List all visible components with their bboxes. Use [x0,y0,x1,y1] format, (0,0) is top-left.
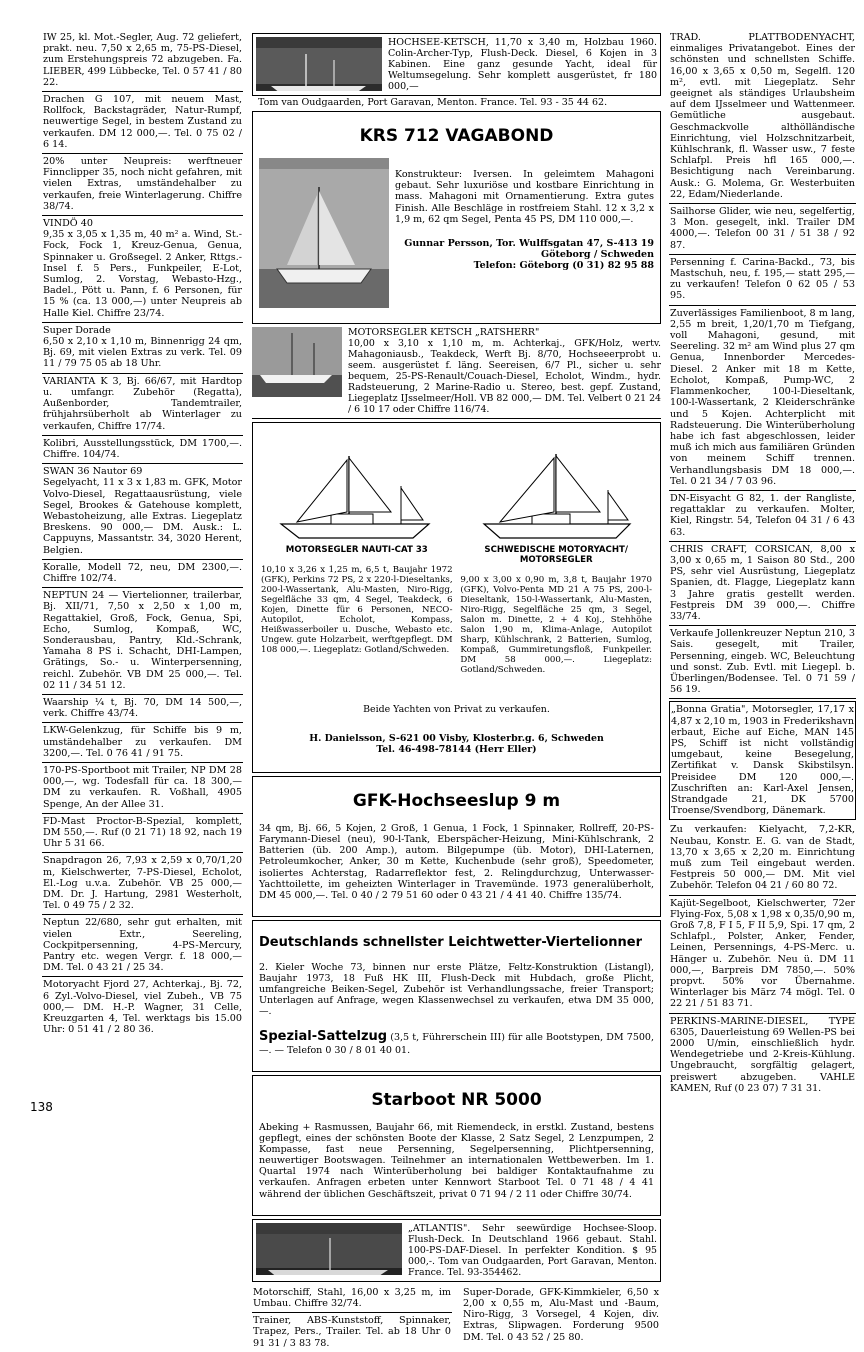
both-contact: H. Danielsson, S-621 00 Visby, Klosterbr.g. 6, Schweden Tel. 46-498-78144 (Herr Eller) [309,732,604,755]
left-column [42,30,243,1038]
page-number: 138 [30,1100,53,1114]
viertelionner-ad [252,920,661,1072]
classified-ad-koralle: Koralle, Modell 72, neu, DM 2300,—. Chiffre 102/74. [42,560,243,588]
classified-ad-kielyacht: Zu verkaufen: Kielyacht, 7,2-KR, Neubau, Konstr. E. G. van de Stadt, 13,70 x 3,65 x 2,20 m. Einrichtung muß zum Teil eingebaut werden. Festpreis 50 000,— DM. Mit viel Zubehör. Telefon 04 21 / 60 80 72. [669,822,856,895]
atlantis-photo [256,1223,402,1275]
atlantis-ad [252,1219,661,1282]
krs-text: Konstrukteur: Iversen. In geleimtem Mahagoni gebaut. Sehr luxuriöse und kostbare Einrichtung in mass. Mahagoni mit Ornamentierung. Extra gutes Finish. Alle Beschläge in rostfreiem Stahl. 12 x 3,2 x 1,9 m, 62 qm Segel, Penta 45 PS, DM 110 000,—. [395,169,654,225]
ketsch-photo [256,37,382,91]
classified-ad-sailhorse: Sailhorse Glider, wie neu, segelfertig, 3 Mon. gesegelt, inkl. Trailer DM 4000,—. Telefon 00 31 / 51 38 / 92 87. [669,204,856,255]
hochsee-ketsch-contact: Tom van Oudgaarden, Port Garavan, Menton. France. Tel. 93 - 35 44 62. [258,97,608,108]
gfk-text: 34 qm, Bj. 66, 5 Kojen, 2 Groß, 1 Genua, 1 Fock, 1 Spinnaker, Rollreff, 20-PS-Farymann-Diesel (neu), 90-l-Tank, Eberspächer-Heizung, Mini-Kühlschrank, 2 Batterien (üb. 200 Amp.), autom. Bilgepumpe (üb. Motor), DHI-Laternen, Petroleumkocher, Anker, 30 m Kette, Kuchenbude (sehr groß), Speedometer, isoliertes Achterstag, Radarreflektor fest, 2. Relingdurchzug, Unterwasser-Yachttoilette, im geheizten Winterlager in Travemünde. 1973 generalüberholt, DM 45 000,—. Tel. 0 40 / 2 79 51 60 oder 0 43 21 / 4 41 40. Chiffre 135/74. [259,823,654,901]
schwed-text: 9,00 x 3,00 x 0,90 m, 3,8 t, Baujahr 1970 (GFK), Volvo-Penta MD 21 A 75 PS, 200-l-Dieseltank, 150-l-Wassertank, Alu-Masten, Niro-Rigg, Segelfläche 25 qm, 3 Segel, Salon m. Dinette, 2 + 4 Koj., Stehhöhe Salon 1,90 m, Klima-Anlage, Autopilot Sharp, Kühlschrank, 2 Batterien, Sumlog, Kompaß, Gummiretungsfloß, Funkpeiler. DM 58 000,—. Liegeplatz: Gotland/Schweden. [460,575,652,676]
starboot-ad [252,1075,661,1216]
krs-title: KRS 712 VAGABOND [359,126,554,147]
bottom-ads [252,1285,661,1352]
classified-ad-lkw: LKW-Gelenkzug, für Schiffe bis 9 m, umständehalber zu verkaufen. DM 3200,—. Tel. 0 76 41 / 91 75. [42,723,243,763]
classified-ad-fd-mast: FD-Mast Proctor-B-Spezial, komplett, DM 550,—. Ruf (0 21 71) 18 92, nach 19 Uhr 5 31 66. [42,814,243,854]
schwed-caption: SCHWEDISCHE MOTORYACHT/ MOTORSEGLER [484,545,629,566]
schnell-title: Deutschlands schnellster Leichtwetter-Viertelionner [259,934,643,950]
classified-ad-persenning: Persenning f. Carina-Backd., 73, bis Mastschuh, neu, f. 195,— statt 295,— zu verkaufen! Telefon 0 62 05 / 53 95. [669,255,856,306]
danielsson-ad [252,422,661,773]
classified-ad-vindo: VINDÖ 40 9,35 x 3,05 x 1,35 m, 40 m² a. Wind, St.-Fock, Fock 1, Kreuz-Genua, Genua, Spinnaker u. Großsegel. 2 Anker, Rttgs.-Insel f. 5 Pers., Funkpeiler, E-Lot, Sumlog, 2. Vorstag, Webasto-Hzg., Badel., Pött u. Pann, f. 6 Personen, für 15 % (ca. 13 000,—) unter Neupreis ab Halle Kiel. Chiffre 23/74. [42,216,243,323]
classified-ad-dn-eisyacht: DN-Eisyacht G 82, 1. der Rangliste, regattaklar zu verkaufen. Molter, Kiel, Ringstr. 54, Telefon 04 31 / 6 43 63. [669,491,856,542]
atlantis-text: „ATLANTIS". Sehr seewürdige Hochsee-Sloop. Flush-Deck. In Deutschland 1966 gebaut. Stahl. 100-PS-DAF-Diesel. In perfekter Kondition. $ 95 000,-. Tom van Oudgaarden, Port Garavan, Menton. France. Tel. 93-354462. [408,1222,657,1278]
right-column [669,30,856,1097]
spezial-title: Spezial-Sattelzug [259,1028,388,1044]
gfk-hochseeslup-ad [252,776,661,917]
nauticat-caption: MOTORSEGLER NAUTI-CAT 33 [285,545,428,556]
classified-ad-varianta: VARIANTA K 3, Bj. 66/67, mit Hardtop u. umfangr. Zubehör (Regatta), Außenborder, Tandemtrailer, frühjahrsüberholt ab Winterlager zu verkaufen, Chiffre 17/74. [42,374,243,436]
classified-ad-snapdragon: Snapdragon 26, 7,93 x 2,59 x 0,70/1,20 m, Kielschwerter, 7-PS-Diesel, Echolot, El.-Log u.v.a. Zubehör. VB 25 000,— DM. Dr. J. Hartung, 2981 Westerholt, Tel. 0 49 75 / 2 32. [42,853,243,915]
schnell-text: 2. Kieler Woche 73, binnen nur erste Plätze, Feltz-Konstruktion (Listangl), Baujahr 1973, 18 Fuß HK III, Flush-Deck mit Hubdach, große Plicht, umfangreiche Beiken-Segel, Zubehör ist Verhandlungssache, freier Transport; Unterlagen auf Anfrage, wegen Klassenwechsel zu verkaufen, etwa DM 35 000,—. [259,962,654,1018]
classified-ad-iw25: IW 25, kl. Mot.-Segler, Aug. 72 geliefert, prakt. neu. 7,50 x 2,65 m, 75-PS-Diesel, zum Erstehungspreis 72 abzugeben. Fa. LIEBER, 499 Lübbecke, Tel. 0 57 41 / 80 22. [42,30,243,92]
nauticat-block [261,440,453,685]
classified-ad-waarship: Waarship ¼ t, Bj. 70, DM 14 500,—, verk. Chiffre 43/74. [42,695,243,723]
classified-ad-perkins: PERKINS-MARINE-DIESEL, TYPE 6305, Dauerleistung 69 Wellen-PS bei 2000 U/min, einschließlich hydr. Wendegetriebe und 2-Kreis-Kühlung. Ungebraucht, sorgfältig gelagert, preiswert abzugeben. VAHLE KAMEN, Ruf (0 23 07) 7 31 31. [670,1015,855,1094]
classified-ad-neptun24: NEPTUN 24 — Viertelionner, trailerbar, Bj. XII/71, 7,50 x 2,50 x 1,00 m, Regattakiel, Groß, Fock, Genua, Spi, Echo, Sumlog, Kompaß, WC, Sonderausbau, Pantry, Kld.-Schrank, Yamaha 8 PS i. Schacht, DHI-Lampen, Grätings, So.- u. Winterpersenning, reichl. Zubehör. VB DM 25 000,—. Tel. 02 11 / 34 51 12. [42,588,243,695]
classified-ad-motorschiff: Motorschiff, Stahl, 16,00 x 3,25 m, im Umbau. Chiffre 32/74. [252,1285,452,1313]
schwed-drawing [460,450,655,542]
classified-ad-fjord27: Motoryacht Fjord 27, Achterkaj., Bj. 72, 6 Zyl.-Volvo-Diesel, viel Zubeh., VB 75 000,— DM. H.-P. Wagner, 31 Celle, Kreuzgarten 4, Tel. werktags bis 15.00 Uhr: 0 51 41 / 2 80 36. [43,979,242,1036]
krs-vagabond-ad [252,111,661,324]
gfk-title: GFK-Hochseeslup 9 m [352,791,561,812]
krs-contact: Gunnar Persson, Tor. Wulffsgatan 47, S-413 19 Göteborg / Schweden Telefon: Göteborg (0 31) 82 95 88 [404,237,654,272]
spezial-text: (3,5 t, Führerschein III) für alle Bootstypen, DM 7500,—. — Telefon 0 30 / 8 01 40 01. [259,1031,654,1056]
classified-ad-sportboot: 170-PS-Sportboot mit Trailer, NP DM 28 000,—, wg. Todesfall für ca. 18 300,— DM zu verkaufen. R. Voßhall, 4905 Spenge, An der Allee 31. [42,763,243,814]
ratsherr-text: MOTORSEGLER KETSCH „RATSHERR" 10,00 x 3,10 x 1,10 m, m. Achterkaj., GFK/Holz, wertv. Mahagoniausb., Teakdeck, Werft Bj. 8/70, Hochseeerprobt u. seem. ausgerüstet f. läng. Seereisen, 6/7 Pl., sicher u. sehr bequem, 25-PS-Renault/Couach-Diesel, Echolot, Windm., hydr. Radsteuerung, 2 Marine-Radio u. Stereo, best. gepf. Zustand, Liegeplatz IJsselmeer/Holl. VB 82 000,— DM. Tel. Velbert 0 21 24 / 6 10 17 oder Chiffre 116/74. [348,327,661,416]
classified-ad-kajuet-segelboot: Kajüt-Segelboot, Kielschwerter, 72er Flying-Fox, 5,08 x 1,98 x 0,35/0,90 m, Groß 7,8, F I 5, F II 5,9, Spi. 17 qm, 2 Schlafpl., Polster, Anker, Fender, Leinen, Persennings, 4-PS-Merc. u. Hänger u. Zubehör. Neu ü. DM 11 000,—, Barpreis DM 7850,—. 50% propvt. 50% vor Übernahme. Winterlager bis März 74 mögl. Tel. 0 22 21 / 51 83 71. [669,896,856,1014]
starboot-title: Starboot NR 5000 [371,1089,542,1110]
classified-ad-super-dorade: Super Dorade 6,50 x 2,10 x 1,10 m, Binnenrigg 24 qm, Bj. 69, mit vielen Extras zu verk. Tel. 09 11 / 79 75 05 ab 18 Uhr. [42,323,243,374]
starboot-text: Abeking + Rasmussen, Baujahr 66, mit Riemendeck, in erstkl. Zustand, bestens gepflegt, eines der schönsten Boote der Klasse, 2 Satz Segel, 2 Lenzpumpen, 2 Kompasse, fast neue Persenning, Segelpersenning, Plichtpersenning, neuwertiger Bootswagen. Teilnehmer an internationalen Wettbewerben. Im 1. Quartal 1974 nach Winterüberholung bei baldiger Kontaktaufnahme zu verkaufen. Anfragen erbeten unter Kennwort Starboot Tel. 0 71 48 / 4 41 während der üblichen Geschäftszeit, privat 0 71 94 / 2 11 oder Chiffre 30/74. [259,1122,654,1200]
classified-ad-kolibri: Kolibri, Ausstellungsstück, DM 1700,—. Chiffre. 104/74. [42,436,243,464]
classified-ad-plattbodenyacht: TRAD. PLATTBODENYACHT, einmaliges Privatangebot. Eines der schönsten und schnellsten Schiffe. 16,00 x 3,65 x 0,50 m, Segelfl. 120 m², evtl. mit Liegeplatz. Sehr geeignet als ständiges Urlaubsheim auf dem IJsselmeer und Wattenmeer. Gemütliche ausgebaut. Geschmackvolle althölländische Einrichtung, viel Holzschnitzarbeit, Kühlschrank, fl. Wasser usw., 7 feste Schlafpl. Preis hfl 165 000,—. Besichtigung nach Vereinbarung. Ausk.: G. Molema, Gr. Westerbuiten 22, Edam/Niederlande. [669,30,856,204]
both-private: Beide Yachten von Privat zu verkaufen. [363,704,550,716]
vagabond-photo [259,158,389,308]
classified-ad-chris-craft: CHRIS CRAFT, CORSICAN, 8,00 x 3,00 x 0,65 m, 1 Saison 80 Std., 200 PS, sehr viel Ausrüstung, Liegeplatz Spanien, dt. Flagge, Liegeplatz kann 3 Jahre gratis gestellt werden. Festpreis DM 39 000,—. Chiffre 33/74. [669,542,856,626]
classified-ad-swan: SWAN 36 Nautor 69 Segelyacht, 11 x 3 x 1,83 m. GFK, Motor Volvo-Diesel, Regattaausrüstung, viele Segel, Brookes & Gatehouse komplett, Webastoheizung, alle Extras. Liegeplatz Breskens. 90 000,— DM. Ausk.: L. Cappuyns, Massantstr. 34, 3020 Herent, Belgien. [42,464,243,560]
classified-ad-finnclipper: 20% unter Neupreis: werftneuer Finnclipper 35, noch nicht gefahren, mit vielen Extras, umständehalber zu verkaufen, freie Winterlagerung. Chiffre 38/74. [42,154,243,216]
classified-ad-super-dorade-gfk: Super-Dorade, GFK-Kimmkieler, 6,50 x 2,00 x 0,55 m, Alu-Mast und -Baum, Niro-Rigg, 3 Vorsegel, 4 Kojen, div. Extras, Slipwagen. Forderung 9500 DM. Tel. 0 43 52 / 25 80. [463,1286,659,1343]
hochsee-ketsch-text: HOCHSEE-KETSCH, 11,70 x 3,40 m, Holzbau 1960. Colin-Archer-Typ, Flush-Deck. Diesel, 6 Kojen in 3 Kabinen. Eine ganz gesunde Yacht, ideal für Weltumsegelung. Sehr komplett ausgerüstet, fr 180 000,— [388,37,657,92]
classified-ad-bonna-gratia: „Bonna Gratia", Motorsegler, 17,17 x 4,87 x 2,10 m, 1903 in Frederikshavn erbaut, Eiche auf Eiche, MAN 145 PS, Schiff ist nicht vollständig umgebaut, keine Besegelung, Zertifikat v. Dansk Skibstilsyn. Preisidee DM 120 000,—. Zuschriften an: Karl-Axel Jensen, Strandgade 21, DK 5700 Troense/Svendborg, Dänemark. [669,701,856,820]
ratsherr-photo [252,327,342,397]
ratsherr-ad [252,327,661,419]
classified-ad-trainer: Trainer, ABS-Kunststoff, Spinnaker, Trapez, Pers., Trailer. Tel. ab 18 Uhr 0 91 31 / 3 83 78. [253,1315,451,1349]
classified-ad-jollenkreuzer: Verkaufe Jollenkreuzer Neptun 210, 3 Sais. gesegelt, mit Trailer, Persenning, eingeb. WC, Beleuchtung und sonst. Zub. Evtl. mit Liegepl. b. Überlingen/Bodensee. Tel. 0 71 59 / 56 19. [669,626,856,699]
hochsee-ketsch-ad [252,33,661,96]
classified-ad-familienboot: Zuverlässiges Familienboot, 8 m lang, 2,55 m breit, 1,20/1,70 m Tiefgang, voll Mahagoni, gesund, mit Seereling. 32 m² am Wind plus 27 qm Genua, Innenborder Mercedes-Diesel. 2 Anker mit 18 m Kette, Echolot, Kompaß, Pump-WC, 2 Flammenkocher, 100-l-Dieseltank, 100-l-Wassertank, 2 Kleiderschränke und 5 Kojen. Achterplicht mit Radsteuerung. Die Winterüberholung habe ich fast abgeschlossen, leider muß ich mich aus familiären Gründen von meinem Schiff trennen. Verhandlungsbasis DM 18 000,—. Tel. 0 21 34 / 7 03 96. [669,306,856,491]
middle-column [252,30,661,1352]
nauticat-drawing [261,450,456,542]
schwed-block [460,440,652,685]
classified-ad-neptun22: Neptun 22/680, sehr gut erhalten, mit vielen Extr., Seereling, Cockpitpersenning, 4-PS-Mercury, Pantry etc. wegen Vergr. f. 18 000,— DM. Tel. 0 43 21 / 25 34. [42,915,243,977]
classified-ad-drachen: Drachen G 107, mit neuem Mast, Rollfock, Backstagräder, Natur-Rumpf, neuwertige Segel, in bestem Zustand zu verkaufen. DM 12 000,—. Tel. 0 75 02 / 6 14. [42,92,243,154]
nauticat-text: 10,10 x 3,26 x 1,25 m, 6,5 t, Baujahr 1972 (GFK), Perkins 72 PS, 2 x 220-l-Dieseltanks, 200-l-Wassertank, Alu-Masten, Niro-Rigg, Segelfläche 33 qm, 4 Segel, Teakdeck, 6 Kojen, Dinette für 6 Personen, NECO-Autopilot, Echolot, Kompass, Heißwasserboiler u. Dusche, Webasto etc. Ungew. gute Holzarbeit, werftgepflegt. DM 108 000,—. Liegeplatz: Gotland/Schweden. [261,565,453,656]
